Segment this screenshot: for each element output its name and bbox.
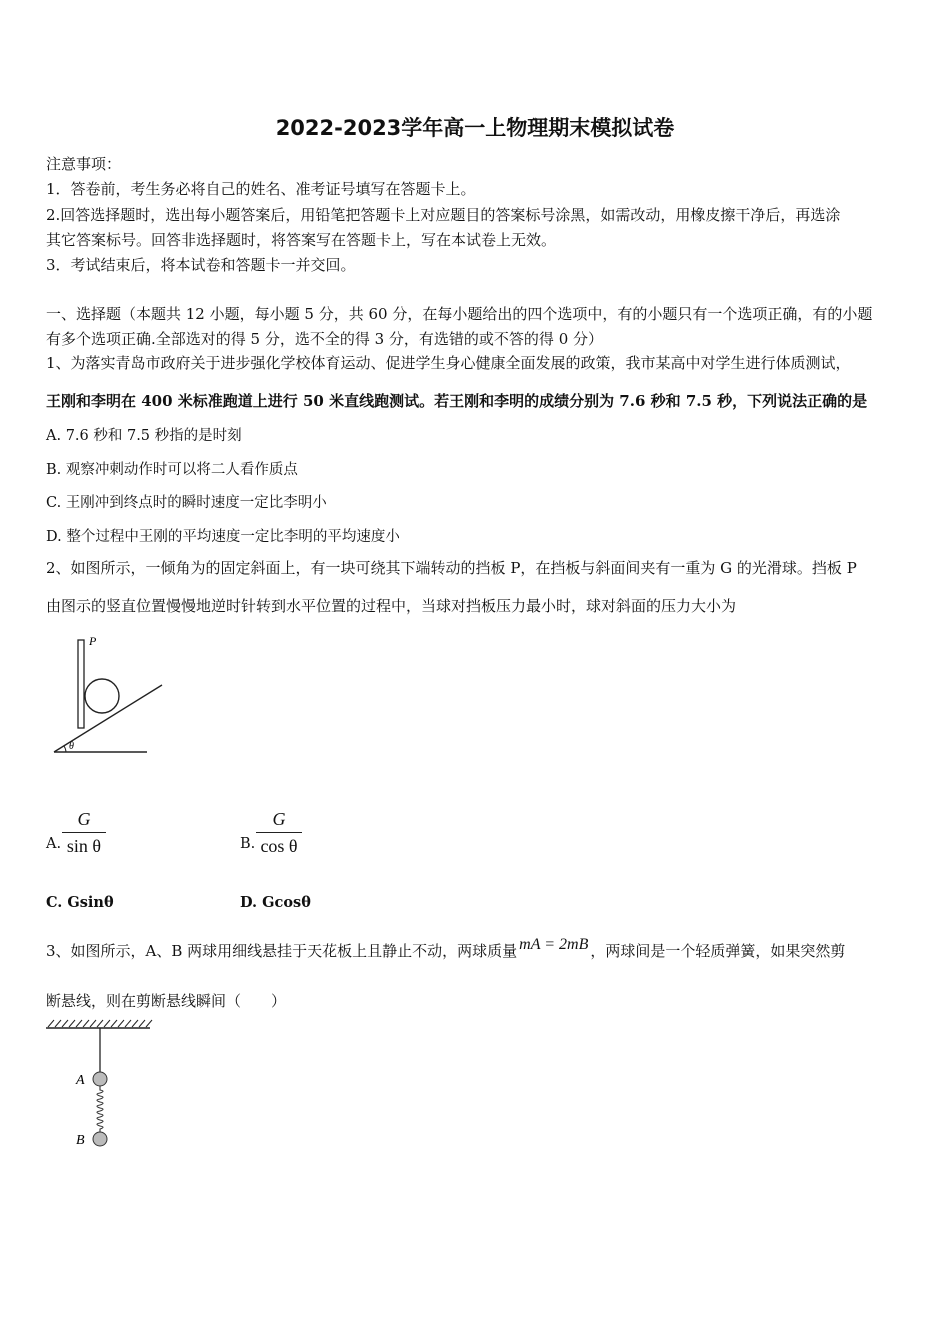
q3-stem-1: [46, 936, 846, 961]
notice-item-2: 2.回答选择题时，选出每小题答案后，用铅笔把答题卡上对应题目的答案标号涂黑，如需改动，用橡皮擦干净后，再选涂: [46, 206, 841, 224]
q2-option-b-numerator: G: [272, 809, 286, 829]
q1-stem-2: 王刚和李明在 400 米标准跑道上进行 50 米直线跑测试。若王刚和李明的成绩分别为 7.6 秒和 7.5 秒，下列说法正确的是: [46, 392, 868, 410]
q2-option-b-letter: B.: [240, 836, 256, 852]
notice-heading: 注意事项：: [46, 155, 122, 173]
q2-option-d: D. Gcosθ: [240, 894, 311, 911]
q1-option-c: C. 王刚冲到终点时的瞬时速度一定比李明小: [46, 495, 327, 511]
q3-figure: [46, 1018, 156, 1153]
q3-stem-2: 断悬线，则在剪断悬线瞬间（ ）: [46, 992, 287, 1010]
page-title: 2022-2023学年高一上物理期末模拟试卷: [275, 116, 675, 140]
q2-stem-2: 由图示的竖直位置慢慢地逆时针转到水平位置的过程中，当球对挡板压力最小时，球对斜面的压力大小为: [46, 597, 737, 615]
q2-option-b-denominator: cos θ: [260, 836, 298, 856]
q2-angle-label: θ: [69, 741, 74, 752]
q3-stem-1-post: ，两球间是一个轻质弹簧，如果突然剪: [590, 942, 846, 960]
q1-option-b: B. 观察冲刺动作时可以将二人看作质点: [46, 462, 298, 478]
q2-figure: [44, 632, 174, 757]
notice-item-1: 1．答卷前，考生务必将自己的姓名、准考证号填写在答题卡上。: [46, 180, 476, 198]
q3-stem-1-pre: 3、如图所示，A、B 两球用细线悬挂于天花板上且静止不动，两球质量: [46, 942, 518, 960]
notice-item-2-cont: 其它答案标号。回答非选择题时，将答案写在答题卡上，写在本试卷上无效。: [46, 231, 557, 249]
section-instructions-1: 一、选择题（本题共 12 小题，每小题 5 分，共 60 分，在每小题给出的四个选项中，有的小题只有一个选项正确，有的小题: [46, 305, 873, 323]
notice-item-3: 3．考试结束后，将本试卷和答题卡一并交回。: [46, 256, 356, 274]
q2-option-a-letter: A.: [46, 836, 62, 852]
section-instructions-2: 有多个选项正确.全部选对的得 5 分，选不全的得 3 分，有选错的或不答的得 0 分）: [46, 330, 604, 348]
q3-mass-equation: mA = 2mB: [519, 936, 589, 953]
q2-stem-1: 2、如图所示，一倾角为的固定斜面上，有一块可绕其下端转动的挡板 P，在挡板与斜面间夹有一重为 G 的光滑球。挡板 P: [46, 559, 857, 577]
q2-option-a-fraction: [62, 809, 106, 857]
q2-option-c: C. Gsinθ: [46, 894, 114, 911]
q3-ball-a-label: A: [76, 1073, 85, 1088]
q3-ball-b-label: B: [76, 1133, 85, 1148]
q2-option-b-fraction: [256, 809, 302, 857]
q1-option-a: A. 7.6 秒和 7.5 秒指的是时刻: [46, 428, 242, 444]
q2-board-label: P: [89, 634, 97, 648]
q2-option-a-denominator: sin θ: [66, 836, 102, 856]
q2-option-a-numerator: G: [77, 809, 91, 829]
q1-option-d: D. 整个过程中王刚的平均速度一定比李明的平均速度小: [46, 529, 400, 545]
q1-stem-1: 1、为落实青岛市政府关于进步强化学校体育运动、促进学生身心健康全面发展的政策，我市某高中对学生进行体质测试，: [46, 354, 851, 372]
